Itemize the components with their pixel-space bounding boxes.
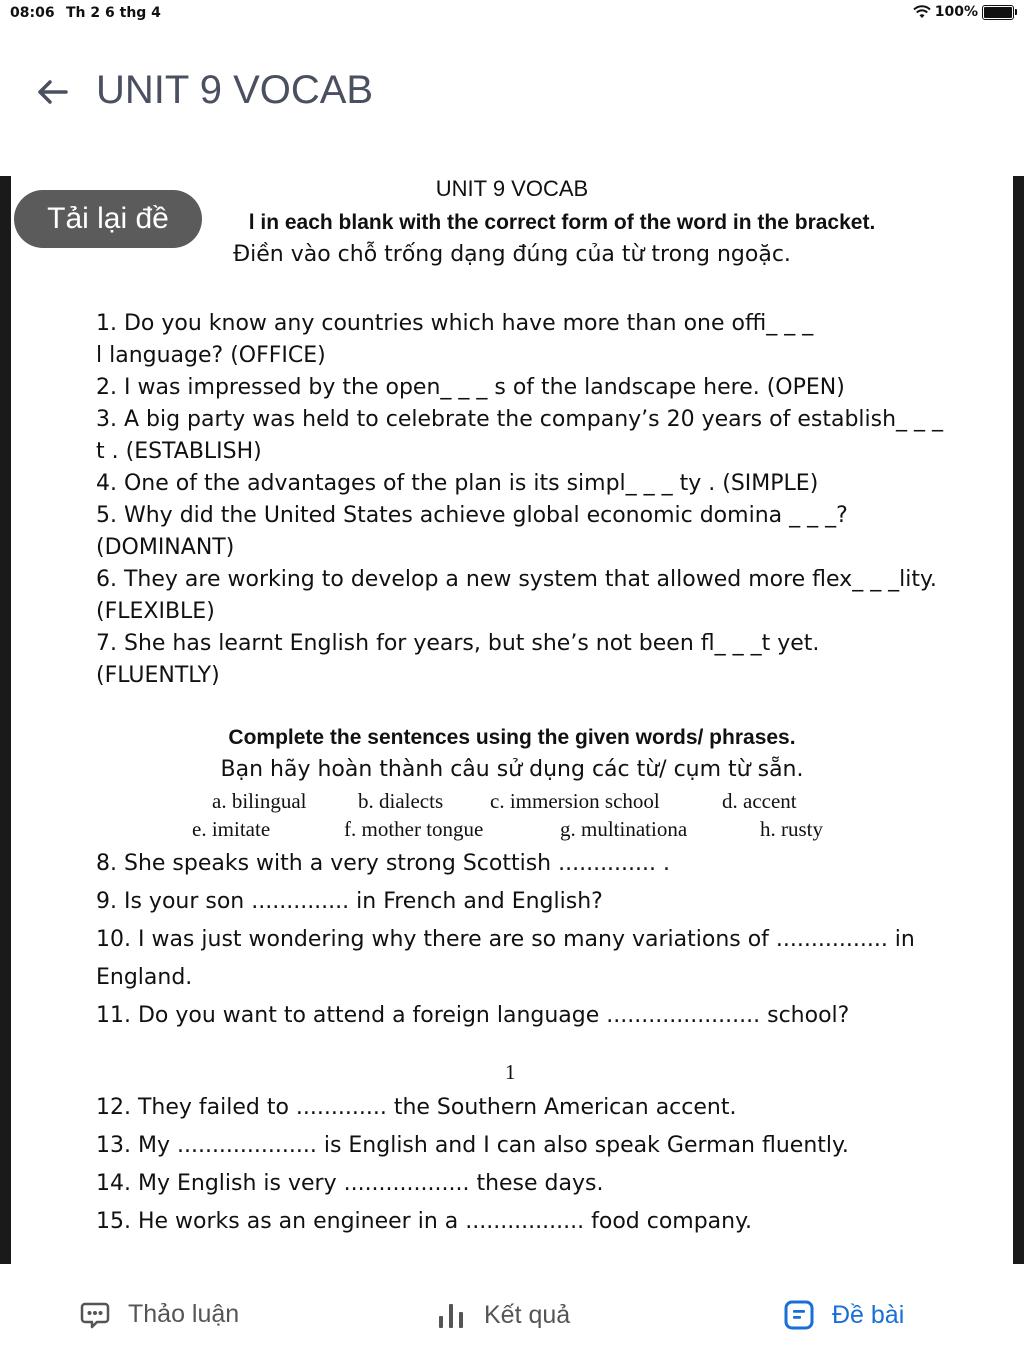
tab-results[interactable] [436,1300,570,1330]
document-icon [784,1300,814,1330]
question-line: l language? (OFFICE) [96,343,326,368]
back-arrow-icon[interactable] [32,72,72,112]
status-date: Th 2 6 thg 4 [66,5,161,21]
question-line: 5. Why did the United States achieve global economic domina _ _ _? [96,503,848,528]
question-line: 8. She speaks with a very strong Scottish .............. . [96,851,670,876]
option-word: c. immersion school [490,789,660,813]
page-title: UNIT 9 VOCAB [96,68,374,112]
question-line: (FLUENTLY) [96,663,220,688]
question-line: 9. Is your son .............. in French and English? [96,889,603,914]
bottom-nav [0,1286,1024,1358]
right-edge [1013,176,1024,1264]
tab-discussion-label: Thảo luận [128,1300,240,1328]
question-line: 11. Do you want to attend a foreign language ...................... school? [96,1003,850,1028]
question-line: 13. My .................... is English and I can also speak German fluently. [96,1133,849,1158]
chat-icon [80,1301,110,1329]
battery-icon [982,5,1014,20]
left-edge [0,176,11,1264]
question-line: 12. They failed to ............. the Southern American accent. [96,1095,737,1120]
tab-results-label: Kết quả [484,1300,571,1329]
page-number: 1 [505,1060,516,1084]
battery-percent: 100% [934,4,978,20]
option-word: d. accent [722,789,797,813]
status-bar [0,0,1024,28]
section1-instruction-vi: Điền vào chỗ trống dạng đúng của từ trong ngoặc. [233,242,791,267]
question-line: 2. I was impressed by the open_ _ _ s of the landscape here. (OPEN) [96,375,845,400]
option-word: g. multinationa [560,817,688,841]
status-right [913,4,1014,20]
question-line: t . (ESTABLISH) [96,439,262,464]
section2-instruction-vi: Bạn hãy hoàn thành câu sử dụng các từ/ cụm từ sẵn. [220,757,804,782]
question-line: 7. She has learnt English for years, but she’s not been fl_ _ _t yet. [96,631,820,656]
bar-chart-icon [436,1300,466,1330]
tab-exam-label: Đề bài [832,1300,905,1329]
option-word: h. rusty [760,817,823,841]
question-line: 4. One of the advantages of the plan is its simpl_ _ _ ty . (SIMPLE) [96,471,819,496]
option-word: b. dialects [358,789,444,813]
option-word: f. mother tongue [344,817,484,841]
document-title: UNIT 9 VOCAB [435,176,589,201]
question-line: (DOMINANT) [96,535,235,560]
question-line: 6. They are working to develop a new system that allowed more flex_ _ _lity. [96,567,937,592]
question-line: England. [96,965,193,990]
section2-instruction: Complete the sentences using the given words/ phrases. [228,726,796,749]
option-word: a. bilingual [212,789,307,813]
question-line: 15. He works as an engineer in a ................. food company. [96,1209,752,1234]
question-line: 1. Do you know any countries which have more than one offi_ _ _ [96,311,814,336]
reload-exam-button[interactable]: Tải lại đề [14,190,202,248]
app-header [0,60,1024,130]
section1-instruction: l in each blank with the correct form of the word in the bracket. [248,211,876,234]
question-line: 3. A big party was held to celebrate the company’s 20 years of establish_ _ _ [96,407,944,432]
option-word: e. imitate [192,817,271,841]
status-time: 08:06 [10,5,55,21]
tab-discussion[interactable] [80,1300,239,1329]
question-line: 14. My English is very .................. these days. [96,1171,604,1196]
question-line: 10. I was just wondering why there are so many variations of ................ in [96,927,915,952]
tab-exam[interactable] [784,1300,904,1330]
question-line: (FLEXIBLE) [96,599,215,624]
wifi-icon [913,5,931,19]
